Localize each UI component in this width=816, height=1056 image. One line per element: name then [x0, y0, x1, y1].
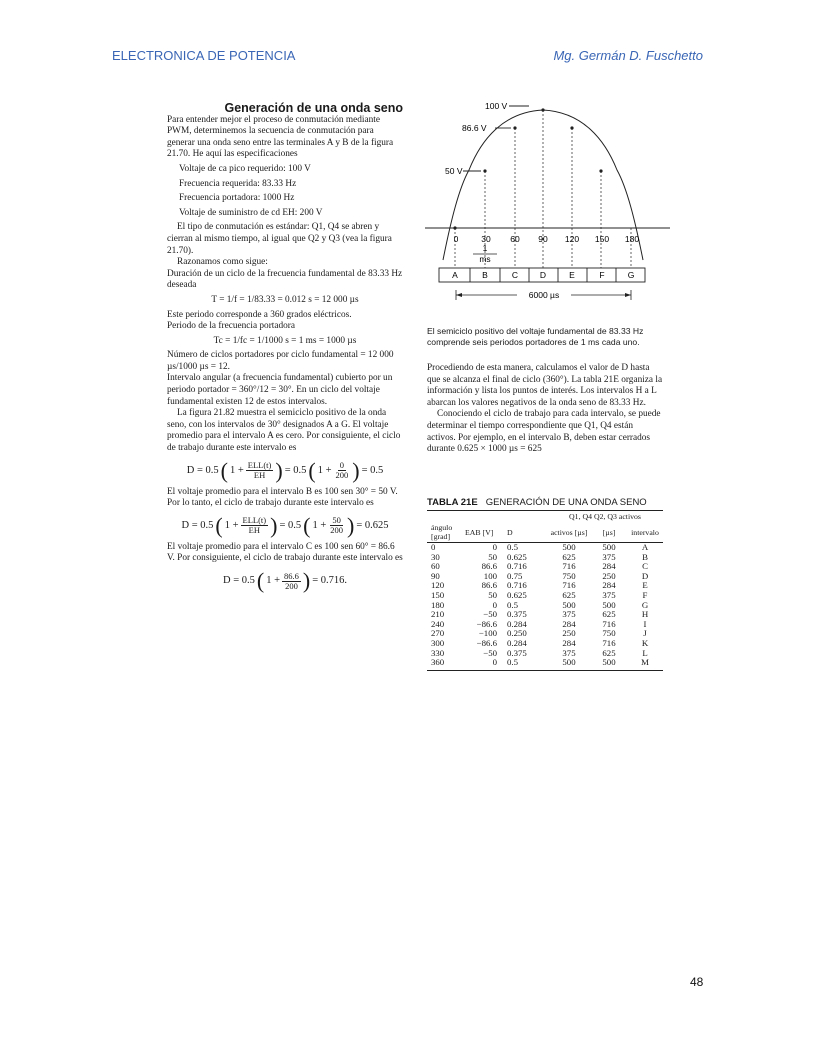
- angle-label: 0: [453, 234, 459, 244]
- volt-label-86: 86.6 V: [462, 123, 487, 133]
- table-cell: 625: [562, 551, 576, 562]
- table-cell: H: [641, 609, 649, 620]
- table-cell: −100: [478, 628, 497, 639]
- ms-value: 1: [482, 243, 488, 253]
- table-row: [427, 581, 663, 591]
- table-cell: 86.6: [481, 580, 497, 591]
- equation-interval-c: D = 0.5 ( 1 + $\frac{86.6}{200}$ ) = 0.716.: [222, 568, 347, 593]
- volt-label-100: 100 V: [485, 101, 508, 111]
- paragraph: Procediendo de esta manera, calculamos el valor de D hasta que se alcanza el final de ciclo (360°). La tabla 21E organiza la información y lista los puntos de interés. Los intervalos H a L abarcan los valores negativos de la onda seno de 83.33 Hz.: [427, 363, 663, 408]
- table-cell: 0.716: [507, 580, 527, 591]
- paragraph: Conociendo el ciclo de trabajo para cada intervalo, se puede determinar el tiempo correspondiente que Q1, Q4 están activos. Por ejemplo, en el intervalo B, deben estar cerrados durante 0.625 × 1000 µs = 625: [427, 409, 661, 455]
- equation-interval-a: D = 0.5 ( 1 + $\frac{\text{ELL(t)}}{EH}$ ) = 0.5 ( 1 + $\frac{0}{200}$ ) = 0.5: [186, 457, 384, 483]
- angle-label: 30: [481, 234, 491, 244]
- figure-caption: El semiciclo positivo del voltaje fundamental de 83.33 Hz comprende seis periodos portadores de 1 ms cada uno.: [427, 326, 644, 347]
- angle-label: 60: [510, 234, 520, 244]
- table-cell: 90: [431, 570, 440, 581]
- table-cell: L: [642, 647, 648, 658]
- table-cell: −86.6: [476, 637, 497, 648]
- table-cell: 50: [488, 551, 497, 562]
- paragraph: La figura 21.82 muestra el semiciclo positivo de la onda seno, con los intervalos de 30° designados A a G. El voltaje promedio para el intervalo A es cero. Por consiguiente, el ciclo de trabajo durante este intervalo es: [167, 408, 401, 454]
- table-cell: 284: [602, 561, 616, 572]
- table-cell: 375: [602, 551, 616, 562]
- sine-figure: [425, 100, 670, 305]
- table-cell: 500: [602, 542, 616, 552]
- table-cell: 60: [431, 561, 440, 572]
- paragraph: Número de ciclos portadores por ciclo fundamental = 12 000 µs/1000 µs = 12.: [167, 350, 394, 372]
- table-cell: 625: [602, 647, 616, 658]
- table-cell: 0.5: [507, 599, 518, 610]
- spec-4: Voltaje de suministro de cd EH: 200 V: [179, 207, 323, 218]
- equation-interval-b: D = 0.5 ( 1 + $\frac{\text{ELL(t)}}{EH}$ ) = 0.5 ( 1 + $\frac{50}{200}$ ) = 0.625: [181, 512, 389, 538]
- table-row: [427, 553, 663, 563]
- table-cell: 750: [602, 628, 616, 639]
- table-cell: 625: [602, 609, 616, 620]
- table-cell: D: [641, 570, 649, 581]
- volt-label-50: 50 V: [445, 166, 463, 176]
- spec-2: Frecuencia requerida: 83.33 Hz: [179, 178, 297, 189]
- table-cell: 284: [562, 637, 576, 648]
- table-cell: 250: [602, 570, 616, 581]
- equation-period: T = 1/f = 1/83.33 = 0.012 s = 12 000 µs: [211, 294, 359, 305]
- right-column: [427, 363, 663, 456]
- col-header: EAB [V]: [465, 522, 507, 543]
- table-cell: 0.250: [507, 628, 527, 639]
- table-cell: 500: [562, 542, 576, 552]
- paragraph: El voltaje promedio para el intervalo B es 100 sen 30° = 50 V. Por lo tanto, el ciclo de trabajo durante este intervalo es: [167, 486, 398, 509]
- table-cell: 284: [562, 618, 576, 629]
- table-cell: 0.75: [507, 570, 523, 581]
- table-cell: 0.5: [507, 542, 518, 552]
- table-cell: 180: [431, 599, 445, 610]
- table-cell: 330: [431, 647, 445, 658]
- col-header: activos [µs]: [547, 522, 591, 543]
- section-title: Generación de una onda seno: [224, 101, 403, 115]
- table-cell: 375: [602, 589, 616, 600]
- table-cell: 360: [427, 658, 465, 670]
- table-cell: 500: [547, 658, 591, 670]
- table-cell: −50: [483, 647, 497, 658]
- angle-label: 180: [624, 234, 640, 244]
- angle-label: 90: [538, 234, 548, 244]
- table-cell: 716: [562, 580, 576, 591]
- interval-label: C: [511, 270, 519, 280]
- table-cell: B: [642, 551, 648, 562]
- table-row: [427, 572, 663, 582]
- table-cell: 30: [431, 551, 440, 562]
- page-number: 48: [690, 975, 704, 989]
- table-row: [427, 591, 663, 601]
- table-cell: 0.284: [507, 618, 527, 629]
- equation-carrier: Tc = 1/fc = 1/1000 s = 1 ms = 1000 µs: [213, 335, 357, 346]
- table-cell: 0: [465, 658, 507, 670]
- col-header: D: [507, 522, 547, 543]
- group-header: Q1, Q4 Q2, Q3 activos: [569, 512, 641, 521]
- table-cell: 0.716: [507, 561, 527, 572]
- spec-3: Frecuencia portadora: 1000 Hz: [179, 193, 295, 204]
- col-header: intervalo: [627, 522, 663, 543]
- table-cell: J: [643, 628, 647, 639]
- table-row: [427, 610, 663, 620]
- table-cell: 210: [431, 609, 445, 620]
- table-cell: I: [643, 618, 647, 629]
- angle-label: 150: [594, 234, 610, 244]
- table-cell: 716: [602, 618, 616, 629]
- table-cell: 250: [562, 628, 576, 639]
- paragraph: El voltaje promedio para el intervalo C es 100 sen 60° = 86.6 V. Por consiguiente, el ciclo de trabajo durante este intervalo es: [167, 541, 403, 564]
- table-cell: 300: [431, 637, 445, 648]
- table-row: [427, 562, 663, 572]
- interval-label: B: [482, 270, 488, 280]
- table-row: [427, 543, 663, 553]
- angle-label: 120: [564, 234, 580, 244]
- span-label: 6000 µs: [528, 290, 560, 300]
- table-cell: 120: [431, 580, 445, 591]
- table-cell: 500: [591, 658, 627, 670]
- table-cell: 150: [431, 589, 445, 600]
- interval-label: E: [569, 270, 575, 280]
- interval-label: A: [452, 270, 458, 280]
- table-title: TABLA 21E GENERACIÓN DE UNA ONDA SENO: [427, 497, 663, 511]
- ms-unit: ms: [479, 254, 491, 264]
- col-header: ángulo [grad]: [427, 522, 465, 543]
- paragraph: Este periodo corresponde a 360 grados eléctricos.: [167, 309, 352, 320]
- table-cell: 0: [492, 599, 497, 610]
- table-cell: 375: [562, 609, 576, 620]
- table-cell: 240: [431, 618, 445, 629]
- paragraph: Periodo de la frecuencia portadora: [167, 321, 296, 332]
- table-row: [427, 639, 663, 649]
- table-cell: 86.6: [481, 561, 497, 572]
- table-cell: C: [642, 561, 648, 572]
- table-cell: F: [642, 589, 648, 600]
- table-cell: 625: [562, 589, 576, 600]
- table-cell: 500: [602, 599, 616, 610]
- table-cell: 750: [562, 570, 576, 581]
- table-row: [427, 629, 663, 639]
- paragraph: Duración de un ciclo de la frecuencia fundamental de 83.33 Hz deseada: [167, 268, 403, 291]
- table-cell: −86.6: [476, 618, 497, 629]
- table-cell: 716: [562, 561, 576, 572]
- table-row: [427, 601, 663, 611]
- table-cell: 0.625: [507, 551, 527, 562]
- table-cell: 0.625: [507, 589, 527, 600]
- table-cell: 0: [431, 542, 436, 552]
- spec-1: Voltaje de ca pico requerido: 100 V: [179, 163, 311, 174]
- header-right: Mg. Germán D. Fuschetto: [553, 48, 703, 63]
- paragraph: Razonamos como sigue:: [177, 257, 268, 268]
- paragraph: Intervalo angular (a frecuencia fundamental) cubierto por un periodo portador = 360°/12 = 30°. En un ciclo del voltaje fundamental existen 12 de estos intervalos.: [167, 373, 393, 407]
- table-cell: 270: [431, 628, 445, 639]
- paragraph: El tipo de conmutación es estándar: Q1, Q4 se abren y cierran al mismo tiempo, al igual que Q2 y Q3 (vea la figura 21.70).: [167, 222, 392, 256]
- interval-label: D: [539, 270, 547, 280]
- table-row: [427, 649, 663, 659]
- table-row: [427, 658, 663, 670]
- table-cell: 0.284: [507, 637, 527, 648]
- table-cell: 0.375: [507, 647, 527, 658]
- left-column: [167, 103, 403, 597]
- table-cell: 284: [602, 580, 616, 591]
- table-cell: K: [641, 637, 649, 648]
- table-row: [427, 620, 663, 630]
- table-cell: 0: [492, 542, 497, 552]
- table-cell: 100: [483, 570, 497, 581]
- table-cell: 50: [488, 589, 497, 600]
- table-cell: −50: [483, 609, 497, 620]
- sine-table: [427, 511, 663, 671]
- interval-label: G: [627, 270, 635, 280]
- table-cell: 0.5: [507, 658, 547, 670]
- table-cell: G: [641, 599, 649, 610]
- table-21e: [427, 497, 663, 671]
- header-left: ELECTRONICA DE POTENCIA: [112, 48, 296, 63]
- interval-label: F: [599, 270, 605, 280]
- table-cell: 375: [562, 647, 576, 658]
- table-cell: 716: [602, 637, 616, 648]
- table-cell: E: [642, 580, 648, 591]
- table-cell: 0.375: [507, 609, 527, 620]
- table-cell: A: [641, 542, 649, 552]
- table-cell: M: [627, 658, 663, 670]
- col-header: [µs]: [591, 522, 627, 543]
- intro-text: Para entender mejor el proceso de conmutación mediante PWM, determinemos la secuencia de conmutación para generar una onda seno entre las terminales A y B de la figura 21.70. He aquí las especificaciones: [167, 114, 394, 160]
- table-cell: 500: [562, 599, 576, 610]
